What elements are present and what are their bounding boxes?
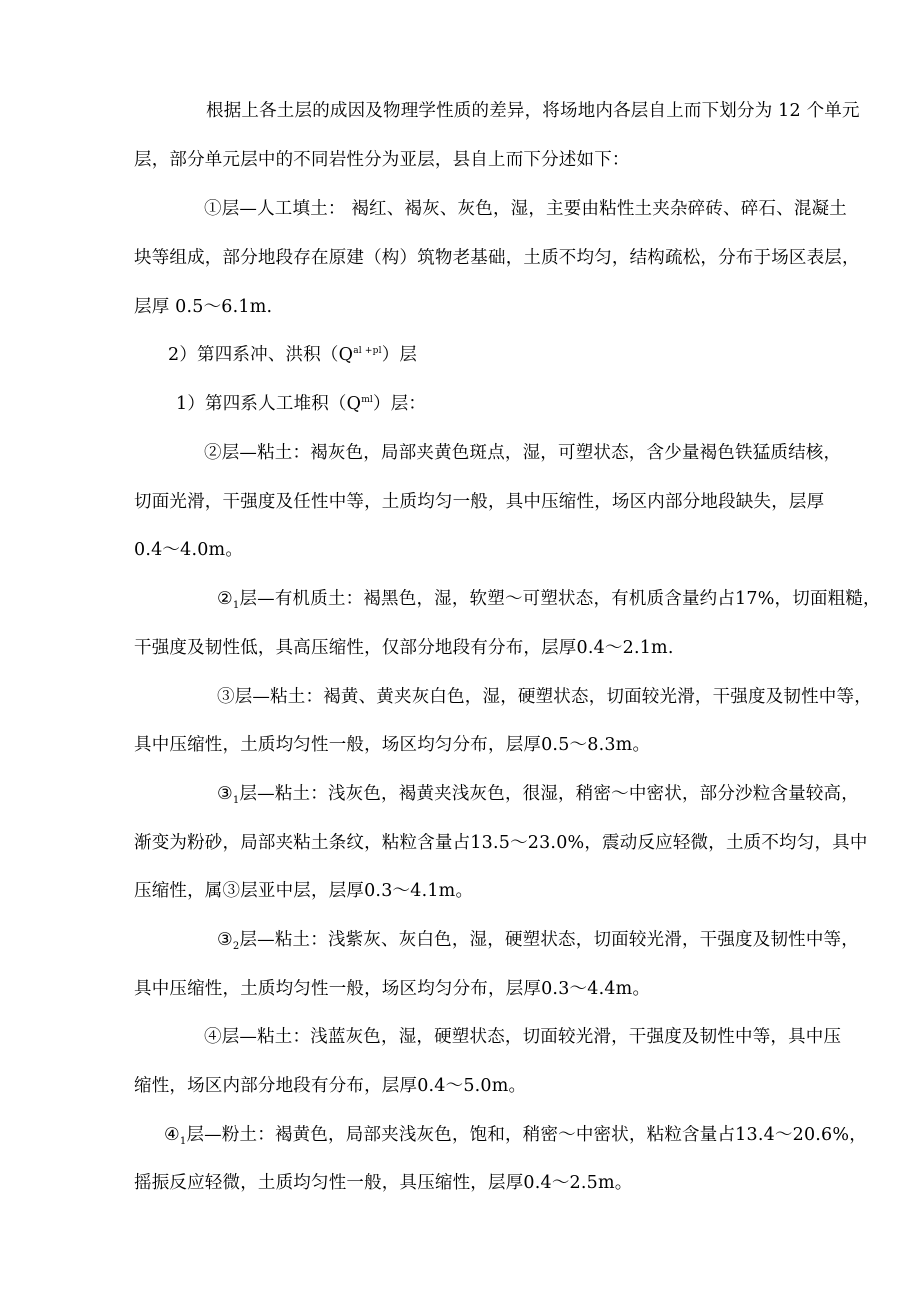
layer1-line-2: 块等组成，部分地段存在原建（构）筑物老基础，土质不均匀，结构疏松，分布于场区表层， [134,248,860,268]
layer-description: 层—有机质土：褐黑色，湿，软塑～可塑状态，有机质含量约占17%，切面粗糙， [239,589,881,609]
layer4-line-2: 缩性，场区内部分地段有分布，层厚0.4～5.0m。 [134,1076,527,1096]
layer-subscript: 2 [232,941,240,952]
layer-mark: ③ [217,930,233,950]
layer1-line-3: 层厚 0.5～6.1m. [134,297,273,317]
layer3-line-2: 具中压缩性，土质均匀性一般，场区均匀分布，层厚0.5～8.3m。 [134,735,651,755]
layer-mark: ③ [217,784,233,804]
layer3-2-line-2: 具中压缩性，土质均匀性一般，场区均匀分布，层厚0.3～4.4m。 [134,979,651,999]
layer2-line-2: 切面光滑，干强度及任性中等，土质均匀一般，具中压缩性，场区内部分地段缺失，层厚 [134,492,825,512]
layer2-line-3: 0.4～4.0m。 [134,540,244,560]
layer2-1-line-1 [217,586,881,612]
heading-1-text: 1）第四系人工堆积（Q [176,394,362,414]
layer-mark: ② [217,589,233,609]
layer-subscript: 1 [232,795,240,806]
layer3-1-line-1 [217,781,859,807]
layer-subscript: 1 [232,600,240,611]
layer2-1-line-2: 干强度及韧性低，具高压缩性，仅部分地段有分布，层厚0.4～2.1m. [134,638,674,658]
layer-mark: ④ [164,1125,180,1145]
layer3-1-line-2: 渐变为粉砂，局部夹粘土条纹，粘粒含量占13.5～23.0%，震动反应轻微，土质不均匀，具中 [134,833,868,853]
layer3-2-line-1 [217,927,859,953]
layer-subscript: 1 [179,1136,187,1147]
layer2-line-1: ②层—粘土：褐灰色，局部夹黄色斑点，湿，可塑状态，含少量褐色铁猛质结核， [204,443,842,463]
heading-1-suffix: ）层： [373,394,427,414]
layer3-1-line-3: 压缩性，属③层亚中层，层厚0.3～4.1m。 [134,881,474,901]
layer1-line-1: ①层—人工填土： 褐红、褐灰、灰色，湿，主要由粘性土夹杂碎砖、碎石、混凝土 [204,199,847,219]
section-heading-2 [168,342,417,368]
layer4-1-line-1 [164,1122,867,1148]
layer-description: 层—粉土：褐黄色，局部夹浅灰色，饱和，稍密～中密状，粘粒含量占13.4～20.6%， [186,1125,867,1145]
layer4-1-line-2: 摇振反应轻微，土质均匀性一般，具压缩性，层厚0.4～2.5m。 [134,1173,633,1193]
intro-line-1: 根据上各土层的成因及物理学性质的差异，将场地内各层自上而下划分为 12 个单元 [206,101,860,121]
heading-2-suffix: ）层 [381,345,418,365]
section-heading-1 [176,391,426,417]
layer3-line-1: ③层—粘土：褐黄、黄夹灰白色，湿，硬塑状态，切面较光滑，干强度及韧性中等， [217,687,872,707]
intro-line-2: 层，部分单元层中的不同岩性分为亚层，县自上而下分述如下： [134,150,630,170]
layer-description: 层—粘土：浅灰色，褐黄夹浅灰色，很湿，稍密～中密状，部分沙粒含量较高， [239,784,859,804]
heading-2-superscript: al +pl [353,346,382,356]
heading-2-text: 2）第四系冲、洪积（Q [168,345,354,365]
layer-description: 层—粘土：浅紫灰、灰白色，湿，硬塑状态，切面较光滑，干强度及韧性中等， [239,930,859,950]
layer4-line-1: ④层—粘土：浅蓝灰色，湿，硬塑状态，切面较光滑，干强度及韧性中等，具中压 [204,1027,842,1047]
heading-1-superscript: ml [361,395,374,405]
